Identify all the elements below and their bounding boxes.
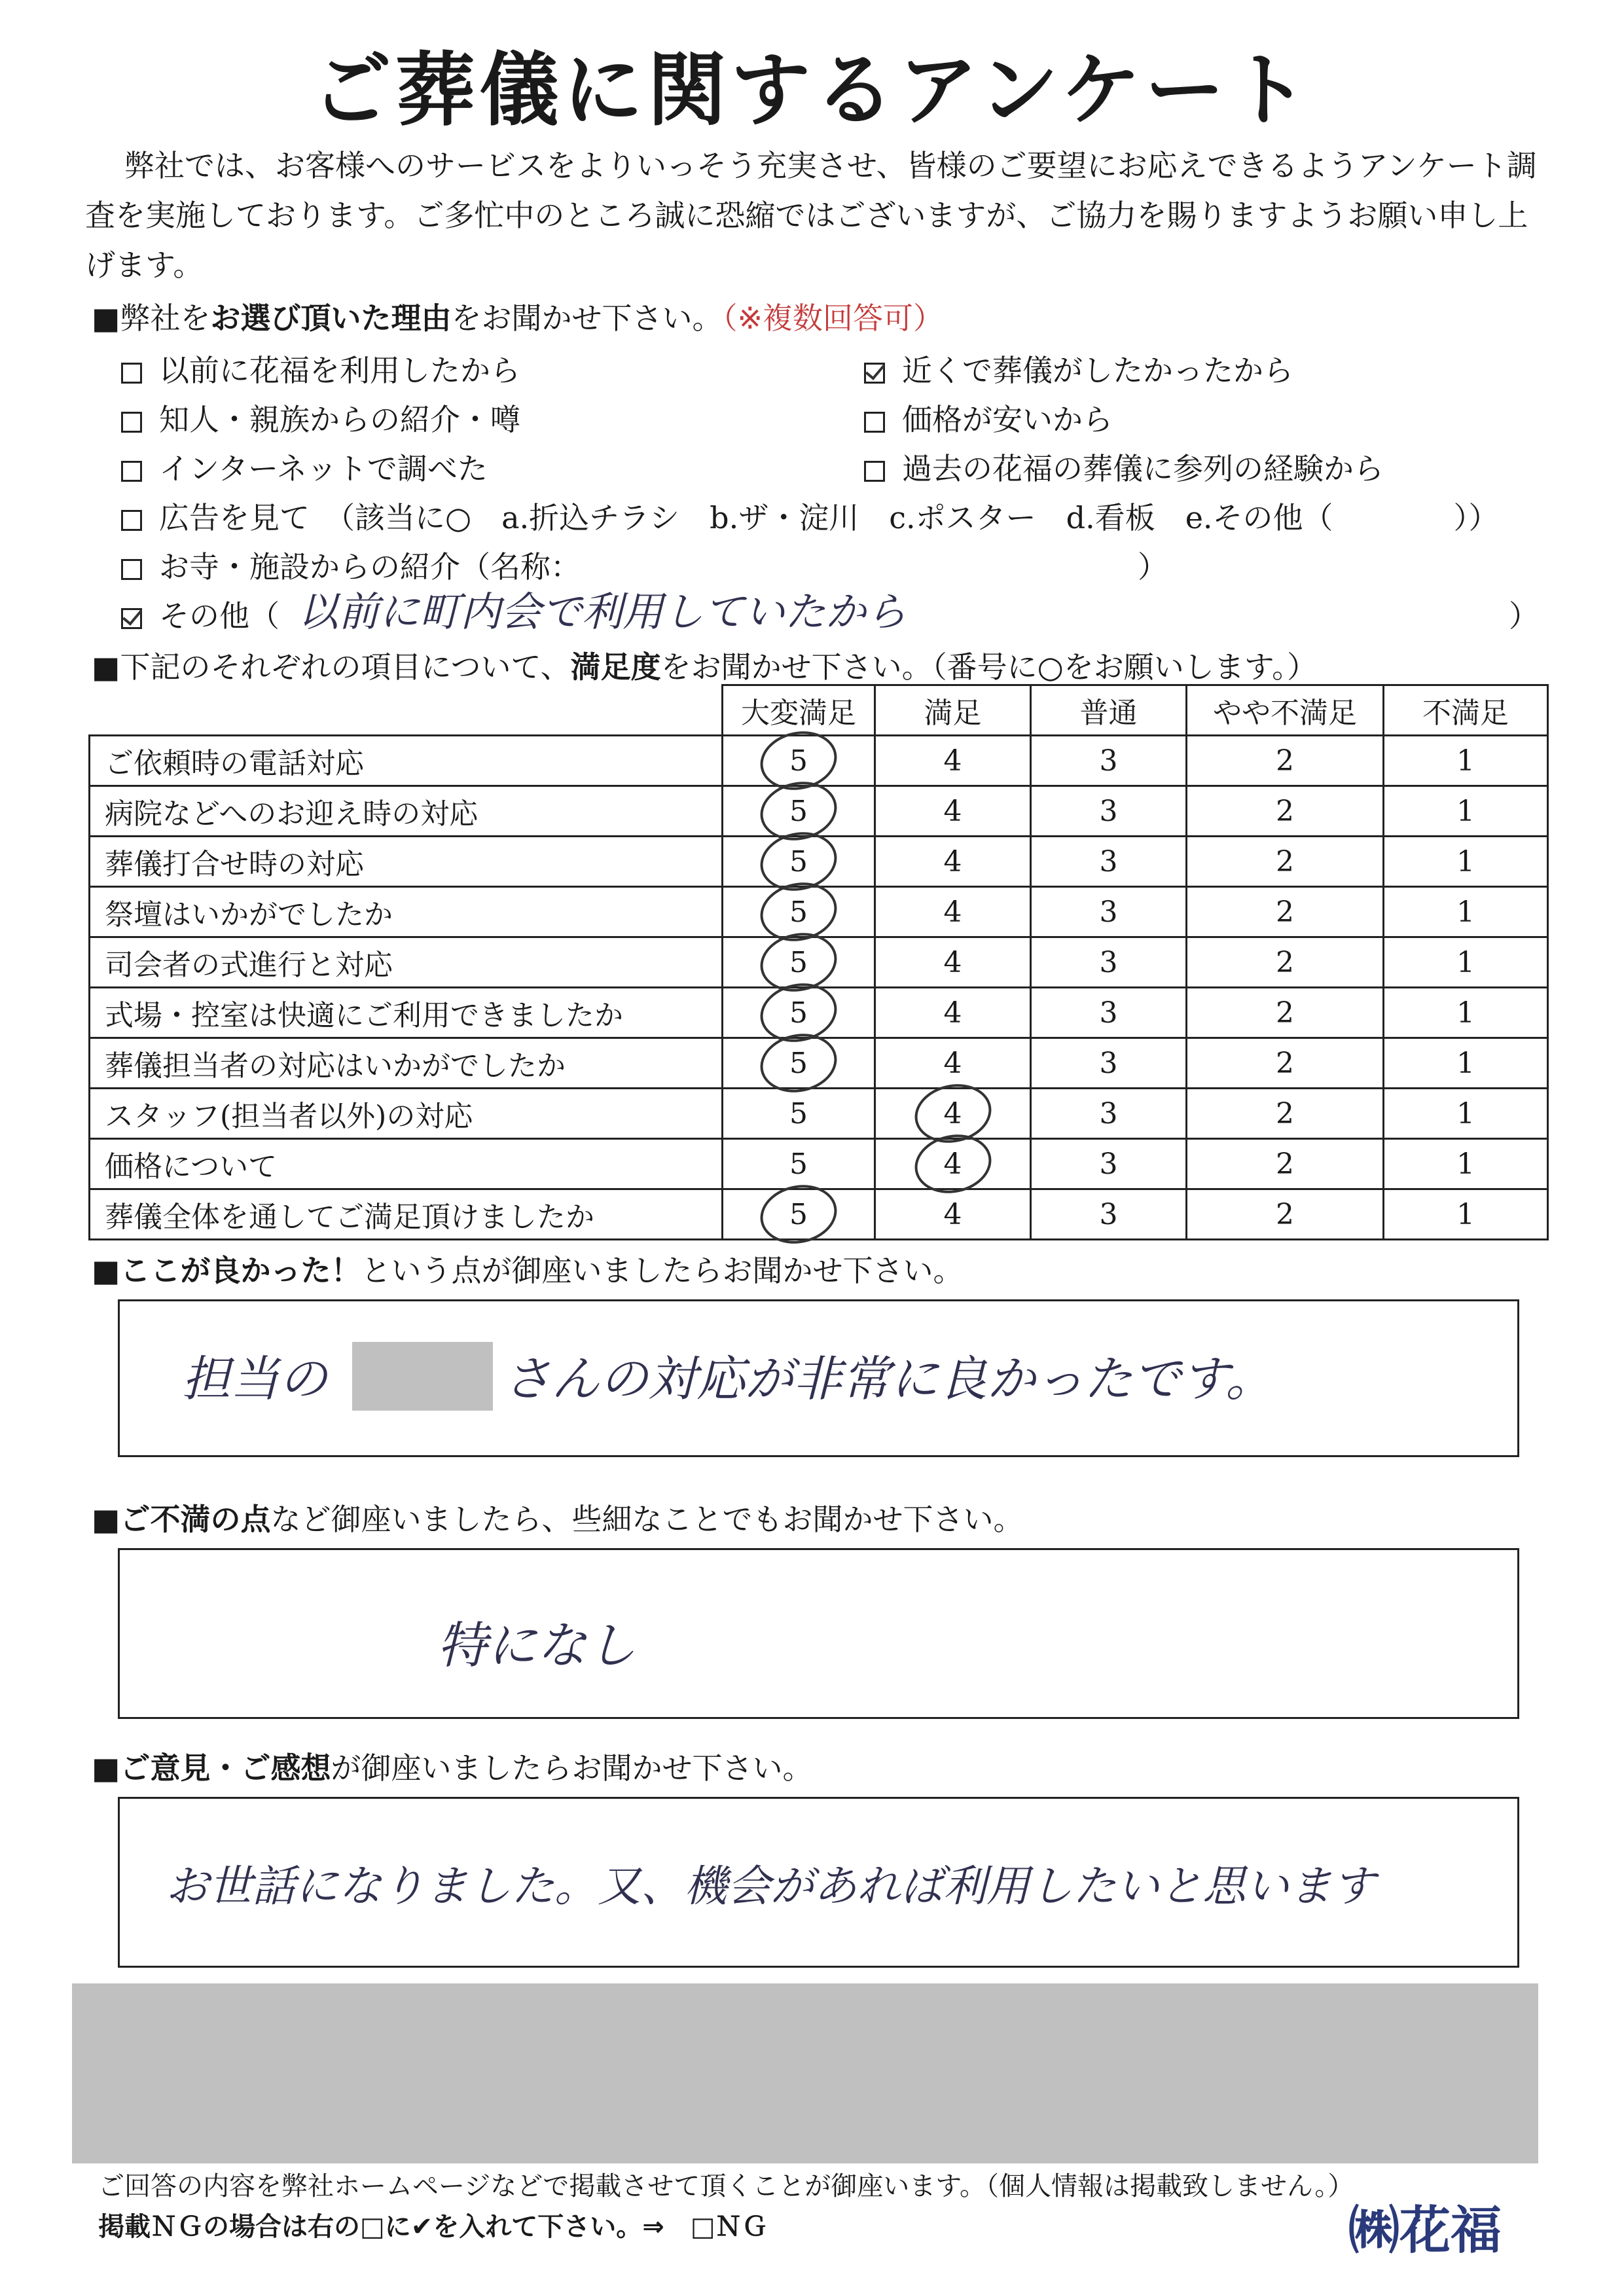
multiple-answer-note: （※複数回答可） <box>722 300 944 336</box>
score-1[interactable]: 1 <box>1384 786 1548 837</box>
section-good-points-bold: ■ここが良かった！ <box>92 1253 361 1288</box>
score-1[interactable]: 1 <box>1384 1189 1548 1240</box>
score-3[interactable]: 3 <box>1031 786 1187 837</box>
score-3[interactable]: 3 <box>1031 988 1187 1038</box>
section-good-points-suffix: という点が御座いましたらお聞かせ下さい。 <box>361 1253 964 1288</box>
section-comments-suffix: が御座いましたらお聞かせ下さい。 <box>331 1750 813 1786</box>
satisfaction-item-label: 司会者の式進行と対応 <box>90 937 723 988</box>
checkbox-temple-referral[interactable] <box>121 559 142 580</box>
score-1[interactable]: 1 <box>1384 887 1548 937</box>
section-comments-bold: ■ご意見・ご感想 <box>92 1750 331 1786</box>
section-satisfaction-prefix: ■下記のそれぞれの項目について、 <box>92 649 571 685</box>
score-4[interactable]: 4 <box>875 1139 1031 1189</box>
table-row <box>90 837 1548 887</box>
score-1[interactable]: 1 <box>1384 837 1548 887</box>
score-2[interactable]: 2 <box>1187 1038 1384 1089</box>
checkbox-other[interactable] <box>121 608 142 629</box>
good-points-text-after: さんの対応が非常に良かったです。 <box>503 1351 1274 1407</box>
section-complaints-bold: ■ご不満の点 <box>92 1502 271 1537</box>
company-logo: ㈱花福 <box>1348 2201 1502 2260</box>
score-2[interactable]: 2 <box>1187 1089 1384 1139</box>
option-label: その他（ <box>159 598 280 634</box>
section-satisfaction-bold: 満足度 <box>570 649 661 685</box>
checkbox-internet[interactable] <box>121 461 142 482</box>
score-4[interactable]: 4 <box>875 837 1031 887</box>
satisfaction-item-label: ご依頼時の電話対応 <box>90 736 723 786</box>
redacted-name <box>352 1342 493 1411</box>
checkbox-advertisement[interactable] <box>121 510 142 531</box>
option-internet[interactable] <box>121 445 488 488</box>
intro-text: 弊社では、お客様へのサービスをよりいっそう充実させ、皆様のご要望にお応えできるようアンケート調査を実施しております。ご多忙中のところ誠に恐縮ではございますが、ご協力を賜りますようお願い申し上げます。 <box>85 148 1537 283</box>
option-previous-use[interactable] <box>121 347 520 390</box>
publication-ng-instruction[interactable]: 掲載ＮＧの場合は右の□に✔を入れて下さい。⇒ □ＮＧ <box>98 2212 768 2242</box>
option-advertisement[interactable] <box>121 494 1499 537</box>
table-row <box>90 1189 1548 1240</box>
header-very-satisfied: 大変満足 <box>723 685 875 736</box>
score-5[interactable]: 5 <box>723 1189 875 1240</box>
score-4[interactable]: 4 <box>875 736 1031 786</box>
option-label: 広告を見て （該当に○ a.折込チラシ b.ザ・淀川 c.ポスター d.看板 e.その他（ ）） <box>159 500 1499 535</box>
score-2[interactable]: 2 <box>1187 937 1384 988</box>
score-3[interactable]: 3 <box>1031 937 1187 988</box>
table-row <box>90 937 1548 988</box>
score-4[interactable]: 4 <box>875 988 1031 1038</box>
section-reason-bold: お選び頂いた理由 <box>210 300 452 336</box>
table-row <box>90 1038 1548 1089</box>
satisfaction-item-label: 葬儀担当者の対応はいかがでしたか <box>90 1038 723 1089</box>
score-4[interactable]: 4 <box>875 1089 1031 1139</box>
score-4[interactable]: 4 <box>875 1038 1031 1089</box>
page-title: ご葬儀に関するアンケート <box>312 44 1312 137</box>
option-price[interactable] <box>864 396 1113 439</box>
header-neutral: 普通 <box>1031 685 1187 736</box>
score-2[interactable]: 2 <box>1187 887 1384 937</box>
checkbox-referral[interactable] <box>121 412 142 433</box>
section-reason-suffix: をお聞かせ下さい。 <box>451 300 723 336</box>
section-satisfaction-suffix: をお聞かせ下さい。（番号に○をお願いします。） <box>660 649 1318 685</box>
redacted-area <box>72 1983 1538 2163</box>
other-close-paren: ） <box>1509 598 1539 634</box>
score-3[interactable]: 3 <box>1031 887 1187 937</box>
checkbox-nearby[interactable] <box>864 363 885 384</box>
satisfaction-item-label: 式場・控室は快適にご利用できましたか <box>90 988 723 1038</box>
score-5[interactable]: 5 <box>723 1139 875 1189</box>
comments-text: お世話になりました。又、機会があれば利用したいと思います <box>166 1861 1375 1911</box>
section-comments-heading <box>92 1744 812 1788</box>
score-3[interactable]: 3 <box>1031 736 1187 786</box>
table-row <box>90 1139 1548 1189</box>
header-dissatisfied: 不満足 <box>1384 685 1548 736</box>
score-5[interactable]: 5 <box>723 988 875 1038</box>
option-referral[interactable] <box>121 396 520 439</box>
score-1[interactable]: 1 <box>1384 1038 1548 1089</box>
table-header-row <box>90 685 1548 736</box>
comments-answer-box[interactable] <box>118 1797 1519 1968</box>
score-5[interactable]: 5 <box>723 1038 875 1089</box>
score-3[interactable]: 3 <box>1031 1089 1187 1139</box>
option-label: 近くで葬儀がしたかったから <box>902 353 1293 388</box>
other-handwritten-answer[interactable]: 以前に町内会で利用していたから <box>298 588 907 636</box>
score-5[interactable]: 5 <box>723 837 875 887</box>
satisfaction-item-label: 葬儀打合せ時の対応 <box>90 837 723 887</box>
score-2[interactable]: 2 <box>1187 1139 1384 1189</box>
satisfaction-item-label: 祭壇はいかがでしたか <box>90 887 723 937</box>
checkbox-previous-use[interactable] <box>121 363 142 384</box>
score-4[interactable]: 4 <box>875 1189 1031 1240</box>
score-5[interactable]: 5 <box>723 1089 875 1139</box>
option-nearby[interactable] <box>864 347 1293 390</box>
satisfaction-table <box>88 684 1549 1240</box>
table-row <box>90 736 1548 786</box>
table-row <box>90 1089 1548 1139</box>
option-attended-before[interactable] <box>864 445 1384 488</box>
header-somewhat-dissatisfied: やや不満足 <box>1187 685 1384 736</box>
header-satisfied: 満足 <box>875 685 1031 736</box>
good-points-text-before: 担当の <box>182 1351 327 1407</box>
score-1[interactable]: 1 <box>1384 988 1548 1038</box>
score-5[interactable]: 5 <box>723 937 875 988</box>
selected-circle-mark <box>755 1178 842 1251</box>
score-2[interactable]: 2 <box>1187 988 1384 1038</box>
section-reason-heading <box>92 295 943 338</box>
option-label: インターネットで調べた <box>159 451 488 486</box>
table-row <box>90 988 1548 1038</box>
table-corner <box>90 685 723 736</box>
score-2[interactable]: 2 <box>1187 736 1384 786</box>
option-label: 過去の花福の葬儀に参列の経験から <box>902 451 1384 486</box>
score-3[interactable]: 3 <box>1031 1189 1187 1240</box>
section-complaints-heading <box>92 1496 1023 1539</box>
score-4[interactable]: 4 <box>875 937 1031 988</box>
satisfaction-item-label: スタッフ(担当者以外)の対応 <box>90 1089 723 1139</box>
score-2[interactable]: 2 <box>1187 1189 1384 1240</box>
section-good-points-heading <box>92 1247 963 1290</box>
option-other[interactable] <box>121 592 280 636</box>
score-3[interactable]: 3 <box>1031 1038 1187 1089</box>
option-label: 価格が安いから <box>902 402 1113 437</box>
good-points-answer-box[interactable] <box>118 1299 1519 1457</box>
score-4[interactable]: 4 <box>875 786 1031 837</box>
complaints-text: 特になし <box>437 1616 636 1674</box>
option-label: 知人・親族からの紹介・噂 <box>159 402 520 437</box>
score-1[interactable]: 1 <box>1384 937 1548 988</box>
score-5[interactable]: 5 <box>723 786 875 837</box>
option-label: 以前に花福を利用したから <box>159 353 520 388</box>
table-row <box>90 887 1548 937</box>
publication-notice: ご回答の内容を弊社ホームページなどで掲載させて頂くことが御座います。（個人情報は掲載致しません。） <box>98 2171 1354 2201</box>
option-label: お寺・施設からの紹介（名称： ） <box>159 549 1168 585</box>
score-3[interactable]: 3 <box>1031 1139 1187 1189</box>
score-5[interactable]: 5 <box>723 887 875 937</box>
score-4[interactable]: 4 <box>875 887 1031 937</box>
score-3[interactable]: 3 <box>1031 837 1187 887</box>
score-5[interactable]: 5 <box>723 736 875 786</box>
satisfaction-item-label: 病院などへのお迎え時の対応 <box>90 786 723 837</box>
score-1[interactable]: 1 <box>1384 1139 1548 1189</box>
satisfaction-item-label: 価格について <box>90 1139 723 1189</box>
checkbox-price[interactable] <box>864 412 885 433</box>
score-1[interactable]: 1 <box>1384 1089 1548 1139</box>
satisfaction-item-label: 葬儀全体を通してご満足頂けましたか <box>90 1189 723 1240</box>
score-2[interactable]: 2 <box>1187 837 1384 887</box>
complaints-answer-box[interactable] <box>118 1548 1519 1719</box>
section-satisfaction-heading <box>92 643 1317 687</box>
score-1[interactable]: 1 <box>1384 736 1548 786</box>
score-2[interactable]: 2 <box>1187 786 1384 837</box>
table-row <box>90 786 1548 837</box>
checkbox-attended-before[interactable] <box>864 461 885 482</box>
section-reason-prefix: ■弊社を <box>92 300 211 336</box>
section-complaints-suffix: など御座いましたら、些細なことでもお聞かせ下さい。 <box>270 1502 1024 1537</box>
